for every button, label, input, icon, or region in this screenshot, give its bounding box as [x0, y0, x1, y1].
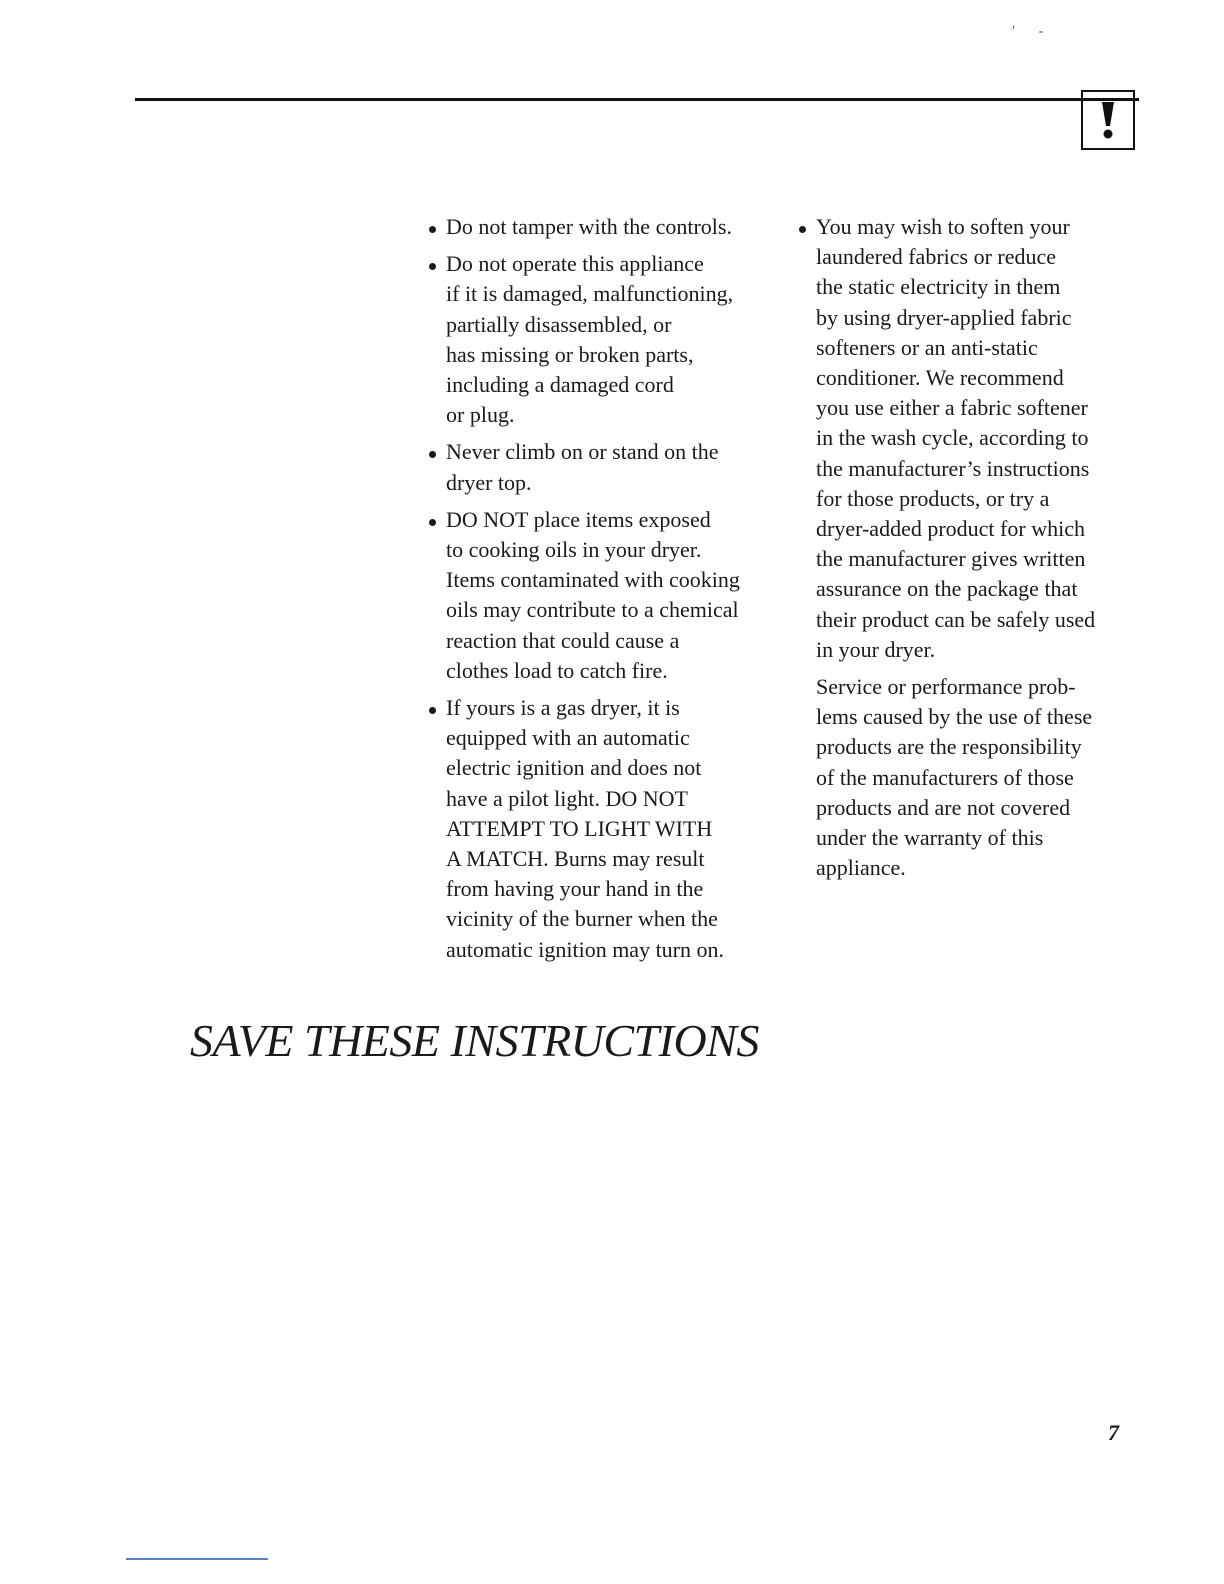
- text-line: Service or performance prob-: [816, 674, 1076, 700]
- text-line: A MATCH. Burns may result: [446, 846, 705, 872]
- text-line: has missing or broken parts,: [446, 341, 694, 367]
- text-line: Never climb on or stand on the: [446, 439, 719, 465]
- safety-item: [426, 693, 778, 965]
- header-rule: [135, 98, 1139, 101]
- safety-item: [426, 249, 778, 430]
- text-line: in the wash cycle, according to: [816, 425, 1089, 451]
- text-line: or plug.: [446, 402, 515, 428]
- warning-badge: [1081, 90, 1135, 150]
- text-line: lems caused by the use of these: [816, 704, 1093, 730]
- text-line: products and are not covered: [816, 794, 1071, 820]
- text-line: under the warranty of this: [816, 825, 1044, 851]
- safety-list-right: [796, 212, 1136, 665]
- text-line: you use either a fabric softener: [816, 395, 1088, 421]
- safety-item: [426, 212, 778, 242]
- text-line: dryer-added product for which: [816, 516, 1085, 542]
- text-line: partially disassembled, or: [446, 311, 672, 337]
- text-line: dryer top.: [446, 469, 532, 495]
- text-line: their product can be safely used: [816, 606, 1096, 632]
- text-line: for those products, or try a: [816, 485, 1050, 511]
- text-line: clothes load to catch fire.: [446, 657, 668, 683]
- page-number: 7: [1108, 1420, 1119, 1445]
- safety-item: [796, 212, 1136, 665]
- text-line: softeners or an anti-static: [816, 334, 1038, 360]
- text-line: if it is damaged, malfunctioning,: [446, 281, 734, 307]
- text-line: assurance on the package that: [816, 576, 1078, 602]
- text-line: of the manufacturers of those: [816, 764, 1074, 790]
- text-line: conditioner. We recommend: [816, 365, 1064, 391]
- save-instructions-heading: SAVE THESE INSTRUCTIONS: [190, 1015, 759, 1066]
- text-line: the manufacturer’s instructions: [816, 455, 1090, 481]
- warranty-paragraph: [816, 672, 1136, 883]
- text-line: DO NOT place items exposed: [446, 506, 711, 532]
- text-line: Do not operate this appliance: [446, 251, 704, 277]
- text-line: equipped with an automatic: [446, 725, 690, 751]
- text-line: Do not tamper with the controls.: [446, 214, 732, 239]
- text-line: have a pilot light. DO NOT: [446, 785, 688, 811]
- text-line: to cooking oils in your dryer.: [446, 537, 702, 563]
- text-line: by using dryer-applied fabric: [816, 304, 1072, 330]
- text-line: oils may contribute to a chemical: [446, 597, 739, 623]
- right-column: [796, 212, 1136, 883]
- text-line: electric ignition and does not: [446, 755, 702, 781]
- safety-item: [426, 437, 778, 497]
- text-line: Items contaminated with cooking: [446, 567, 740, 593]
- text-line: in your dryer.: [816, 636, 936, 662]
- text-line: automatic ignition may turn on.: [446, 936, 725, 962]
- text-line: from having your hand in the: [446, 876, 704, 902]
- text-line: the static electricity in them: [816, 274, 1061, 300]
- text-line: If yours is a gas dryer, it is: [446, 695, 680, 721]
- text-line: laundered fabrics or reduce: [816, 244, 1057, 270]
- text-line: ATTEMPT TO LIGHT WITH: [446, 815, 713, 841]
- text-line: including a damaged cord: [446, 372, 674, 398]
- safety-item: [426, 505, 778, 686]
- left-column: [426, 212, 778, 972]
- text-line: You may wish to soften your: [816, 214, 1070, 239]
- text-line: the manufacturer gives written: [816, 546, 1086, 572]
- text-line: products are the responsibility: [816, 734, 1082, 760]
- scan-marks: ′ ‐: [1012, 24, 1054, 39]
- exclamation-icon: [1099, 100, 1117, 140]
- text-line: reaction that could cause a: [446, 627, 680, 653]
- text-line: vicinity of the burner when the: [446, 906, 718, 932]
- safety-list-left: [426, 212, 778, 965]
- footer-rule: [126, 1558, 268, 1560]
- text-line: appliance.: [816, 855, 906, 881]
